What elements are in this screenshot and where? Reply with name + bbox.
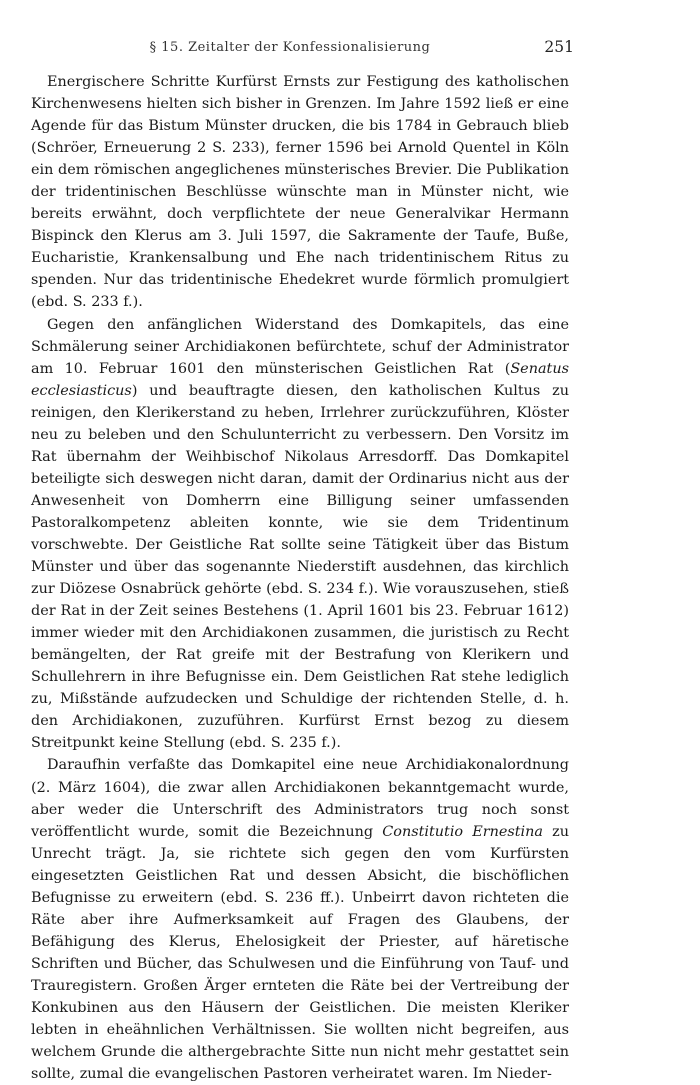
paragraph-3-latin-term: Constitutio Ernestina (382, 823, 543, 840)
running-head: § 15. Zeitalter der Konfessionalisierung (149, 40, 431, 55)
paragraph-3 (31, 754, 569, 1085)
page-number: 251 (544, 38, 574, 56)
paragraph-2-text-start: Gegen den anfänglichen Widerstand des Domkapitels, das eine Schmälerung seiner Archidiakonen befürchtete, schuf der Administrator am 10. Februar 1601 den münsterischen Geistlichen Rat ( (31, 316, 569, 377)
paragraph-2-text-end: ) und beauftragte diesen, den katholischen Kultus zu reinigen, den Klerikerstand zu heben, Irrlehrer zurückzuführen, Klöster neu zu beleben und den Schulunterricht zu verbessern. Den Vorsitz im Rat übernahm der Weihbischof Nikolaus Arresdorff. Das Domkapitel beteiligte sich deswegen nicht daran, damit der Ordinarius nicht aus der Anwesenheit von Domherrn eine Billigung seiner umfassenden Pastoralkompetenz ableiten konnte, wie sie dem Tridentinum vorschwebte. Der Geistliche Rat sollte seine Tätigkeit über das Bistum Münster und über das sogenannte Niederstift ausdehnen, das kirchlich zur Diözese Osnabrück gehörte (ebd. S. 234 f.). Wie vorauszusehen, stieß der Rat in der Zeit seines Bestehens (1. April 1601 bis 23. Februar 1612) immer wieder mit den Archidiakonen zusammen, die juristisch zu Recht bemängelten, der Rat greife mit der Bestrafung von Klerikern und Schullehrern in ihre Befugnisse ein. Dem Geistlichen Rat stehe lediglich zu, Mißstände aufzudecken und Schuldige der richtenden Stelle, d. h. den Archidiakonen, zuzuführen. Kurfürst Ernst bezog zu diesem Streitpunkt keine Stellung (ebd. S. 235 f.). (31, 382, 569, 752)
paragraph-3-text-end: zu Unrecht trägt. Ja, sie richtete sich gegen den vom Kurfürsten eingesetzten Geistlichen Rat und dessen Absicht, die bischöflichen Befugnisse zu erweitern (ebd. S. 236 ff.). Unbeirrt davon richteten die Räte aber ihre Aufmerksamkeit auf Fragen des Glaubens, der Befähigung des Klerus, Ehelosigkeit der Priester, auf häretische Schriften und Bücher, das Schulwesen und die Einführung von Tauf- und Trauregistern. Großen Ärger ernteten die Räte bei der Vertreibung der Konkubinen aus den Häusern der Geistlichen. Die meisten Kleriker lebten in eheähnlichen Verhältnissen. Sie wollten nicht begreifen, aus welchem Grunde die althergebrachte Sitte nun nicht mehr gestattet sein sollte, zumal die evangelischen Pastoren verheiratet waren. Im Nieder- (31, 823, 569, 1083)
paragraph-1-text: Energischere Schritte Kurfürst Ernsts zur Festigung des katholischen Kirchenwesens hielten sich bisher in Grenzen. Im Jahre 1592 ließ er eine Agende für das Bistum Münster drucken, die bis 1784 in Gebrauch blieb (Schröer, Erneuerung 2 S. 233), ferner 1596 bei Arnold Quentel in Köln ein dem römischen angeglichenes münsterisches Brevier. Die Publikation der tridentinischen Beschlüsse wünschte man in Münster nicht, wie bereits erwähnt, doch verpflichtete der neue Generalvikar Hermann Bispinck den Klerus am 3. Juli 1597, die Sakramente der Taufe, Buße, Eucharistie, Krankensalbung und Ehe nach tridentinischem Ritus zu spenden. Nur das tridentinische Ehedekret wurde förmlich promulgiert (ebd. S. 233 f.). (31, 74, 569, 311)
paragraph-3-text-start: Daraufhin verfaßte das Domkapitel eine neue Archidiakonalordnung (2. März 1604), die zwar allen Archidiakonen bekanntgemacht wurde, aber weder die Unterschrift des Administrators trug noch sonst veröffentlicht wurde, somit die Bezeichnung (31, 757, 569, 840)
paragraph-1 (31, 71, 569, 314)
paragraph-2 (31, 314, 569, 755)
paragraph-2-latin-term: Senatus ecclesiasticus (31, 360, 569, 399)
body-text (31, 71, 569, 1085)
